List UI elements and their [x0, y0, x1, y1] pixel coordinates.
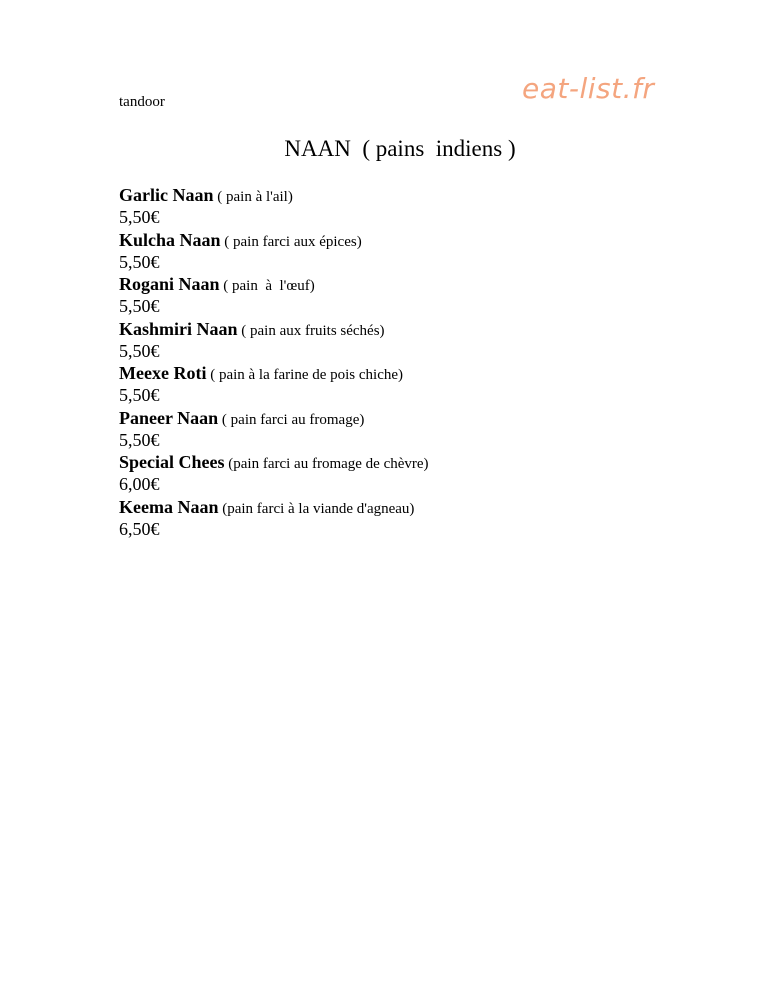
item-description: (pain farci au fromage de chèvre) [224, 456, 429, 472]
item-line [119, 407, 719, 429]
item-description: ( pain à la farine de pois chiche) [206, 367, 404, 383]
item-price: 6,50€ [119, 518, 160, 539]
menu-item [119, 273, 719, 318]
menu-item [119, 407, 719, 452]
item-line [119, 229, 719, 251]
item-description: ( pain farci au fromage) [218, 411, 365, 428]
item-description: ( pain à l'ail) [213, 189, 293, 205]
item-price: 5,50€ [119, 429, 160, 450]
menu-item [119, 318, 719, 363]
item-line [119, 362, 719, 384]
item-name: Rogani Naan [119, 274, 220, 294]
item-name: Paneer Naan [119, 407, 219, 428]
menu-item [119, 451, 719, 496]
item-name: Special Chees [119, 452, 225, 472]
menu-item [119, 496, 719, 541]
item-line [119, 184, 719, 206]
item-price: 5,50€ [119, 340, 160, 361]
item-description: ( pain aux fruits séchés) [237, 322, 385, 339]
item-description: ( pain à l'œuf) [219, 278, 315, 294]
item-name: Meexe Roti [119, 363, 207, 383]
page-title: NAAN ( pains indiens ) [284, 136, 516, 161]
item-line [119, 496, 719, 518]
item-name: Garlic Naan [119, 185, 214, 205]
menu-item [119, 362, 719, 407]
item-price: 6,00€ [119, 474, 160, 494]
menu-item [119, 229, 719, 274]
menu-list [119, 184, 719, 540]
menu-item [119, 184, 719, 229]
item-name: Kulcha Naan [119, 229, 221, 250]
item-line [119, 318, 719, 340]
item-price: 5,50€ [119, 251, 160, 272]
watermark-logo: eat-list.fr [522, 72, 655, 105]
item-name: Kashmiri Naan [119, 318, 238, 339]
item-price: 5,50€ [119, 385, 160, 405]
item-line [119, 451, 719, 473]
item-price: 5,50€ [119, 296, 160, 316]
item-description: (pain farci à la viande d'agneau) [218, 500, 415, 517]
item-name: Keema Naan [119, 496, 219, 517]
item-line [119, 273, 719, 295]
item-description: ( pain farci aux épices) [220, 233, 362, 250]
category-label: tandoor [119, 94, 165, 110]
item-price: 5,50€ [119, 207, 160, 227]
